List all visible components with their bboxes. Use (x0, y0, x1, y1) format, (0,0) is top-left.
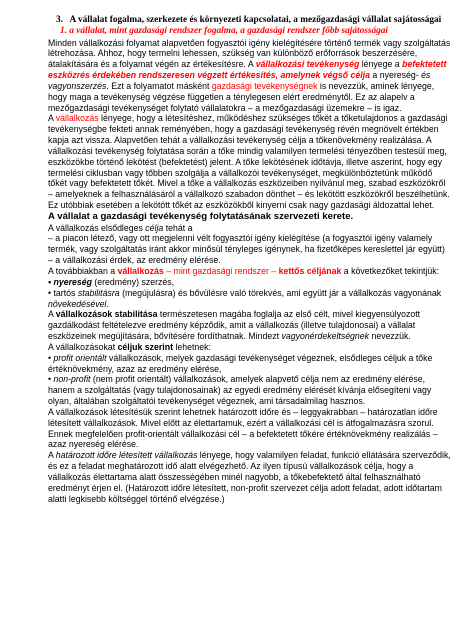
term-definition: befektetett eszközrés érdekében rendszeresen végzett értékesítés, amelynek végső célja (48, 59, 447, 81)
section-title: A vállalat fogalma, szerkezete és környezeti kapcsolatai, a mezőgazdasági vállalat sajátosságai (69, 15, 442, 25)
text-italic: non-profit (53, 374, 91, 385)
list-item: – a vállalkozási érdek, az eredmény elérése. (48, 255, 221, 266)
text: is nevezzük, aminek lényege, hogy maga a tevékenység végzése független a ténylegesen elért eredménytől. Ez az alapelv a mezőgazdasági tevékenységet folytató vállalatokra – a mezőgazdasági üzemekre – is igaz. (48, 80, 435, 113)
text: tehát a (163, 222, 193, 233)
text: (megújulásra) és bővülésre való törekvés, ami együtt jár a vállalkozás vagyonának (119, 287, 442, 298)
section-number: 3. (56, 15, 63, 25)
list-item: • (48, 374, 54, 385)
paragraph-6 (48, 309, 452, 342)
text: a nyereség- (369, 70, 422, 81)
text-italic: stabilitásra (77, 287, 120, 298)
term-celjuk-szerint: céljuk szerint (117, 341, 174, 352)
text: A (48, 309, 56, 320)
list-item: • tartós (48, 287, 78, 298)
text: lényege, hogy a létesítéshez, működéshez szükséges tőkét a tőketulajdonos a gazdasági tevékenységbe fekteti annak reményében, hogy a gazdasági tevékenység révén megnövelt értékben kapja azt vissza. Alapvetően tehát a vállalkozási tevékenység célja a tőkenövekmény realizálása. A vállalkozási tevékenység folytatása során a tőke mindig valamilyen termelési tényezőben testesül meg, eszközökbe történő lekötést (befektetést) jelent. A tőke lekötésének időtávja, illetve aszerint, hogy egy termelési ciklusban vagy tőbben szolgálja a vállalkozói tevékenységet, megkülönböztetünk működő tőkét vagy befektetett tőkét. Mivel a tőke a vállalkozás eszközeiben nyilvánul meg, szabad eszközökről – amelyeknek a felhasználásáról a vállalkozó szabadon dönthet – és lekötött eszközökről beszélhetünk. Ez utóbbiak esetében a lekötött tőkét az eszközökből kinyerni csak nagy gazdasági áldozattal lehet. (48, 113, 450, 211)
paragraph-4 (48, 223, 452, 266)
text: vállalkozások, melyek gazdasági tevékenységet végeznek, elsődleges céljuk a tőke értéknövekmény, azaz az eredmény elérése, (48, 352, 433, 374)
paragraph-5 (48, 266, 452, 309)
text: . Ezt a folyamatot másként (106, 80, 212, 91)
text: Minden vállalkozási folyamat alapvetően fogyasztói igény kielégítésére történő termék vagy szolgáltatás létrehozása. Ahhoz, hogy termelni lehessen, szükség van különböző erőforrások beszerzésére, átalakítására és a folyamat végén az értékesítésre. A (48, 37, 451, 70)
text: . (106, 298, 109, 309)
text-italic: vagyonérdekeltségnek (281, 331, 370, 342)
list-item: – a piacon létező, vagy ott megjelenni vélt fogyasztói igény kielégítése (a fogyasztói igény valamely termék, vagy szolgáltatás iránt akkor minősül tényleges igénynek, ha fizetőképes kereslettel jár együtt) (48, 233, 445, 255)
term-vallalkozas: vállalkozás (55, 113, 99, 124)
text: lényege a (359, 59, 403, 70)
list-item: • (48, 352, 54, 363)
term-stabilitas: vállalkozások stabilitása (55, 309, 158, 320)
text-italic: határozott időre létesített vállalkozás (55, 450, 198, 461)
text: A (48, 113, 56, 124)
term-kettos-cel: kettős céljának (278, 265, 342, 276)
text: A vállalkozások létesítésük szerint lehetnek határozott időre és – leggyakrabban – határozatlan időre létesített vállalkozások. Mivel előtt az élettartamuk, ezért a vállalkozási cél is átfogalmazásra szorul. Ennek megfelelően profit-orientált vállalkozási cél – a befektetett tőkére értéknövekmény realizálás – azaz nyereség elérése. (48, 406, 438, 450)
term-vallalkozas: vállalkozás (117, 265, 164, 276)
paragraph-3 (48, 211, 452, 223)
section-heading (48, 14, 452, 26)
term-vallalkozasi-tevekenyseg: vállalkozási tevékenység (255, 59, 360, 70)
text: lényege, hogy valamilyen feladat, funkció ellátására szerveződik, és ez a feladat meghatározott idő alatt elvégezhető. Az ilyen típusú vállalkozások célja, hogy a vállalkozás élettartama alatt összességében minél nagyobb, a tőkebefektető által felhasználható eredményt érjen el. (Határozott időre létesített, non-profit szervezet célja adott feladat, adott időtartam alatti legkisebb költséggel történő elvégzése.) (48, 450, 451, 504)
text: nevezzük. (369, 331, 411, 342)
text: (eredmény) szerzés, (91, 276, 175, 287)
text-italic: profit orientált (53, 352, 107, 363)
paragraph-1 (48, 38, 452, 114)
text: lehetnek: (173, 341, 211, 352)
definition-vallalat: vállalat a gazdasági tevékenység folytatásának szervezeti kerete. (57, 211, 354, 222)
paragraph-8 (48, 407, 452, 505)
text: A vállalkozásokat (48, 341, 118, 352)
text-italic: növekedésével (48, 298, 107, 309)
text: A (48, 211, 58, 222)
text-italic: és vagyonszerzés (48, 70, 431, 91)
list-item: • nyereség (48, 276, 92, 287)
text-red: – mint gazdasági rendszer – (163, 265, 279, 276)
paragraph-2 (48, 113, 452, 211)
term-gazdasagi-tevekenyseg: gazdasági tevékenységnek (211, 80, 318, 91)
subsection-heading: 1. a vállalat, mint gazdasági rendszer fogalma, a gazdasági rendszer főbb sajátosságai (60, 26, 389, 36)
text: A (48, 450, 56, 461)
text: természetesen magába foglalja az első célt, mivel kiegyensúlyozott gazdálkodást feltételezve eredmény képződik, amit a vállalkozás (illetve tulajdonosai) a vállalat eszközeinek megújítására, bővítésére fordíthatnak. Mindezt (48, 309, 421, 342)
text-italic: célja (145, 222, 164, 233)
paragraph-7 (48, 342, 452, 407)
text: A továbbiakban a (48, 265, 118, 276)
text: (nem profit orientált) vállalkozások, amelyek alapvető célja nem az eredmény elérése, hanem a szolgáltatás (vagy tulajdonosainak) az egyedi eredmény elérését kívánja elősegíteni vagy olyan, általában szolgáltatói tevékenységet végeznek, ami társadalmilag hasznos. (48, 374, 432, 407)
text: a következőket tekintjük: (341, 265, 440, 276)
text: A vállalkozás elsődleges (48, 222, 146, 233)
